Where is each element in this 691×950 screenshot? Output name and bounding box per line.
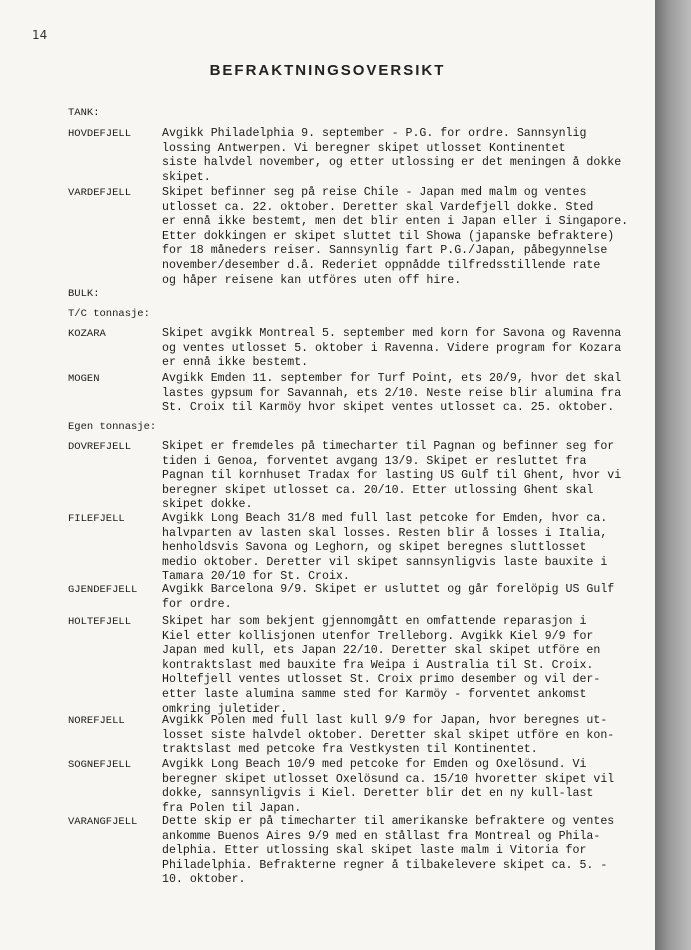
- vessel-name-hovdefjell: HOVDEFJELL: [68, 128, 132, 140]
- vessel-name-filefjell: FILEFJELL: [68, 513, 125, 525]
- vessel-name-varangfjell: VARANGFJELL: [68, 816, 138, 828]
- page-number: 14: [32, 28, 48, 42]
- vessel-name-dovrefjell: DOVREFJELL: [68, 441, 132, 453]
- vessel-report-sognefjell: Avgikk Long Beach 10/9 med petcoke for Emden og Oxelösund. Vi beregner skipet utlosset Oxelösund ca. 15/10 hvoretter skipet vil dokke, sannsynligvis i Kiel. Deretter blir det en ny kull-last fra Polen til Japan.: [162, 758, 615, 815]
- vessel-report-kozara: Skipet avgikk Montreal 5. september med korn for Savona og Ravenna og ventes utlosset 5. oktober i Ravenna. Videre program for Kozara er ennå ikke bestemt.: [162, 327, 622, 370]
- vessel-report-vardefjell: Skipet befinner seg på reise Chile - Japan med malm og ventes utlosset ca. 22. oktober. Deretter skal Vardefjell dokke. Sted er ennå ikke bestemt, men det blir enten i Japan eller i Singapore. Etter dokkingen er skipet sluttet til Showa (japanske befraktere) for 18 måneders reiser. Sannsynlig fart P.G./Japan, påbegynnelse november/desember d.å. Rederiet oppnådde tilfredsstillende rate og håper reisene kan utföres uten off hire.: [162, 186, 629, 287]
- page-edge-shadow: [655, 0, 691, 950]
- vessel-report-filefjell: Avgikk Long Beach 31/8 med full last petcoke for Emden, hvor ca. halvparten av lasten skal losses. Resten blir å losses i Italia, henholdsvis Savona og Leghorn, og skipet beregnes sluttlosset medio oktober. Deretter vil skipet sannsynligvis laste bauxite i Tamara 20/10 for St. Croix.: [162, 512, 608, 584]
- section-heading-own-tonnage: Egen tonnasje:: [68, 421, 157, 433]
- section-heading-bulk: BULK:: [68, 288, 100, 300]
- page-title: BEFRAKTNINGSOVERSIKT: [209, 62, 446, 79]
- vessel-name-gjendefjell: GJENDEFJELL: [68, 584, 138, 596]
- vessel-name-sognefjell: SOGNEFJELL: [68, 759, 132, 771]
- section-heading-tc-tonnage: T/C tonnasje:: [68, 308, 150, 320]
- section-heading-tank: TANK:: [68, 107, 100, 119]
- vessel-report-norefjell: Avgikk Polen med full last kull 9/9 for Japan, hvor beregnes ut- losset siste halvdel oktober. Deretter skal skipet utföre en kon- traktslast med petcoke fra Vestkysten til Kontinentet.: [162, 714, 615, 757]
- vessel-name-mogen: MOGEN: [68, 373, 100, 385]
- vessel-name-holtefjell: HOLTEFJELL: [68, 616, 132, 628]
- vessel-name-norefjell: NOREFJELL: [68, 715, 125, 727]
- vessel-report-gjendefjell: Avgikk Barcelona 9/9. Skipet er usluttet og går forelöpig US Gulf for ordre.: [162, 583, 615, 611]
- vessel-name-kozara: KOZARA: [68, 328, 106, 340]
- vessel-report-mogen: Avgikk Emden 11. september for Turf Point, ets 20/9, hvor det skal lastes gypsum for Savannah, ets 2/10. Neste reise blir alumina fra St. Croix til Karmöy hvor skipet ventes utlosset ca. 25. oktober.: [162, 372, 622, 415]
- vessel-report-holtefjell: Skipet har som bekjent gjennomgått en omfattende reparasjon i Kiel etter kollisjonen utenfor Trelleborg. Avgikk Kiel 9/9 for Japan med kull, ets Japan 22/10. Deretter skal skipet utföre en kontraktslast med bauxite fra Weipa i Australia til St. Croix. Holtefjell ventes utlosset St. Croix primo desember og vil der- etter laste alumina samme sted for Karmöy - forventet ankomst omkring juletider.: [162, 615, 601, 716]
- vessel-report-hovdefjell: Avgikk Philadelphia 9. september - P.G. for ordre. Sannsynlig lossing Antwerpen. Vi beregner skipet utlosset Kontinentet siste halvdel november, og etter utlossing er det meningen å dokke skipet.: [162, 127, 622, 184]
- vessel-report-dovrefjell: Skipet er fremdeles på timecharter til Pagnan og befinner seg for tiden i Genoa, forventet avgang 13/9. Skipet er resluttet fra Pagnan til kornhuset Tradax for lasting US Gulf til Ghent, hvor vi beregner skipet utlosset ca. 20/10. Etter utlossing Ghent skal skipet dokke.: [162, 440, 622, 512]
- vessel-name-vardefjell: VARDEFJELL: [68, 187, 132, 199]
- vessel-report-varangfjell: Dette skip er på timecharter til amerikanske befraktere og ventes ankomme Buenos Aires 9/9 med en stållast fra Montreal og Phila- delphia. Etter utlossing skal skipet laste malm i Vitoria for Philadelphia. Befrakterne regner å tilbakelevere skipet ca. 5. - 10. oktober.: [162, 815, 615, 887]
